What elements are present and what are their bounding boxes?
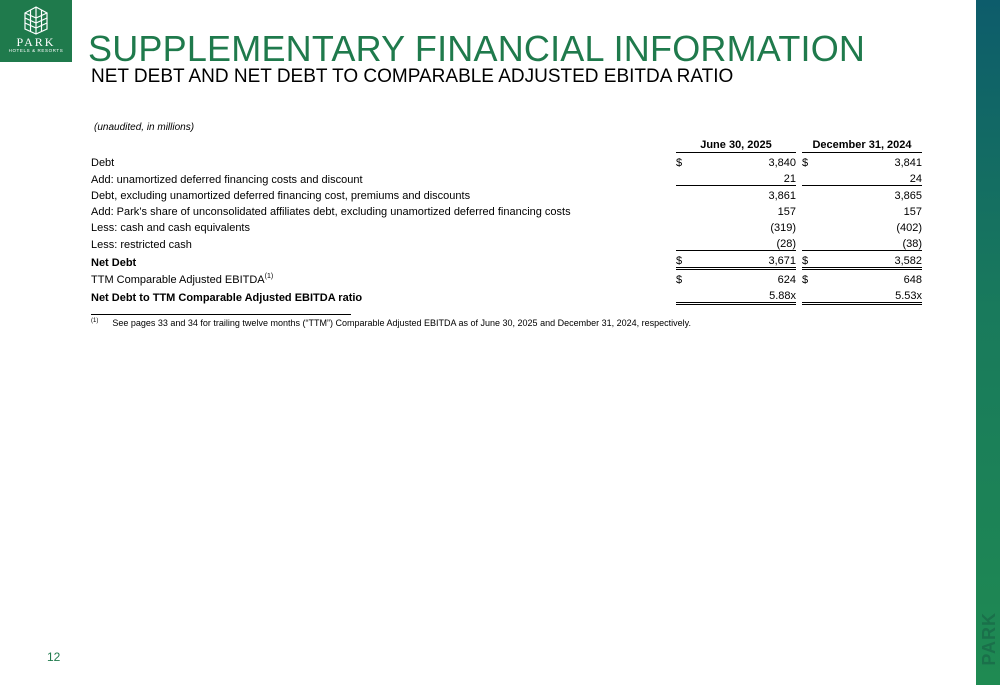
currency-symbol [802,169,822,186]
table-note: (unaudited, in millions) [94,122,195,133]
footnote-text: See pages 33 and 34 for trailing twelve months (“TTM”) Comparable Adjusted EBITDA as of June 30, 2025 and December 31, 2024, respectively. [112,318,691,328]
value-dec-2024: 24 [909,173,922,185]
table-row [91,269,922,287]
value-june-2025: 3,861 [696,186,796,203]
table-row [91,234,922,251]
value-june-2025: 624 [777,274,796,286]
value-dec-2024: 5.53x [822,286,922,304]
row-label: Add: Park’s share of unconsolidated affiliates debt, excluding unamortized deferred financing costs [91,206,571,218]
currency-symbol [802,286,822,304]
row-label: Debt, excluding unamortized deferred financing cost, premiums and discounts [91,190,471,202]
row-label: Net Debt to TTM Comparable Adjusted EBITDA ratio [91,291,363,304]
table-row-ratio [91,286,922,304]
currency-symbol: $ [676,274,683,286]
currency-symbol [802,218,822,234]
value-june-2025: (319) [770,222,796,234]
value-dec-2024: (402) [896,222,922,234]
table-row [91,186,922,203]
value-june-2025: 157 [777,206,796,218]
currency-symbol: $ [802,251,822,269]
page-title: SUPPLEMENTARY FINANCIAL INFORMATION [88,28,866,69]
table-row [91,218,922,234]
building-icon [21,5,51,35]
currency-symbol [802,202,822,218]
brand-sidebar [976,0,1000,685]
currency-symbol [676,202,696,218]
footnote-reference: (1) [264,273,274,280]
table-row-net-debt [91,251,922,269]
page-number: 12 [47,650,61,664]
currency-symbol: $ [676,251,696,269]
financial-table [91,134,922,305]
table-header-row [91,134,922,153]
value-dec-2024: (38) [902,238,922,250]
value-june-2025: 5.88x [696,286,796,304]
header-spacer [91,134,676,153]
logo-subtext: HOTELS & RESORTS [8,48,64,53]
value-dec-2024: 157 [903,206,922,218]
row-label: Add: unamortized deferred financing costs and discount [91,173,363,186]
currency-symbol: $ [802,157,809,169]
currency-symbol [676,286,696,304]
value-dec-2024: 3,582 [822,251,922,269]
row-label: Net Debt [91,256,137,269]
currency-symbol [676,218,696,234]
value-june-2025: 3,671 [696,251,796,269]
currency-symbol [802,234,822,251]
currency-symbol: $ [802,274,809,286]
currency-symbol: $ [676,157,683,169]
table-row [91,202,922,218]
value-dec-2024: 648 [903,274,922,286]
table-row [91,169,922,186]
currency-symbol [676,186,696,203]
currency-symbol [676,234,696,251]
value-june-2025: (28) [776,238,796,250]
table-row [91,153,922,170]
footnote [91,318,691,328]
row-label [91,269,676,287]
row-label-text: TTM Comparable Adjusted EBITDA [91,274,265,286]
row-label: Less: cash and cash equivalents [91,222,250,234]
footnote-mark: (1) [91,318,99,324]
value-june-2025: 3,840 [768,157,796,169]
logo-wordmark: PARK [16,35,56,49]
value-dec-2024: 3,841 [894,157,922,169]
value-june-2025: 21 [783,173,796,185]
value-dec-2024: 3,865 [822,186,922,203]
page-subtitle: NET DEBT AND NET DEBT TO COMPARABLE ADJUSTED EBITDA RATIO [91,66,734,87]
currency-symbol [676,169,696,186]
row-label: Debt [91,157,115,169]
footnote-divider [91,314,351,315]
sidebar-brand-text: PARK [979,612,999,666]
currency-symbol [802,186,822,203]
column-header-dec-2024: December 31, 2024 [802,134,922,153]
park-logo [0,0,72,62]
row-label: Less: restricted cash [91,238,192,251]
column-header-june-2025: June 30, 2025 [676,134,796,153]
